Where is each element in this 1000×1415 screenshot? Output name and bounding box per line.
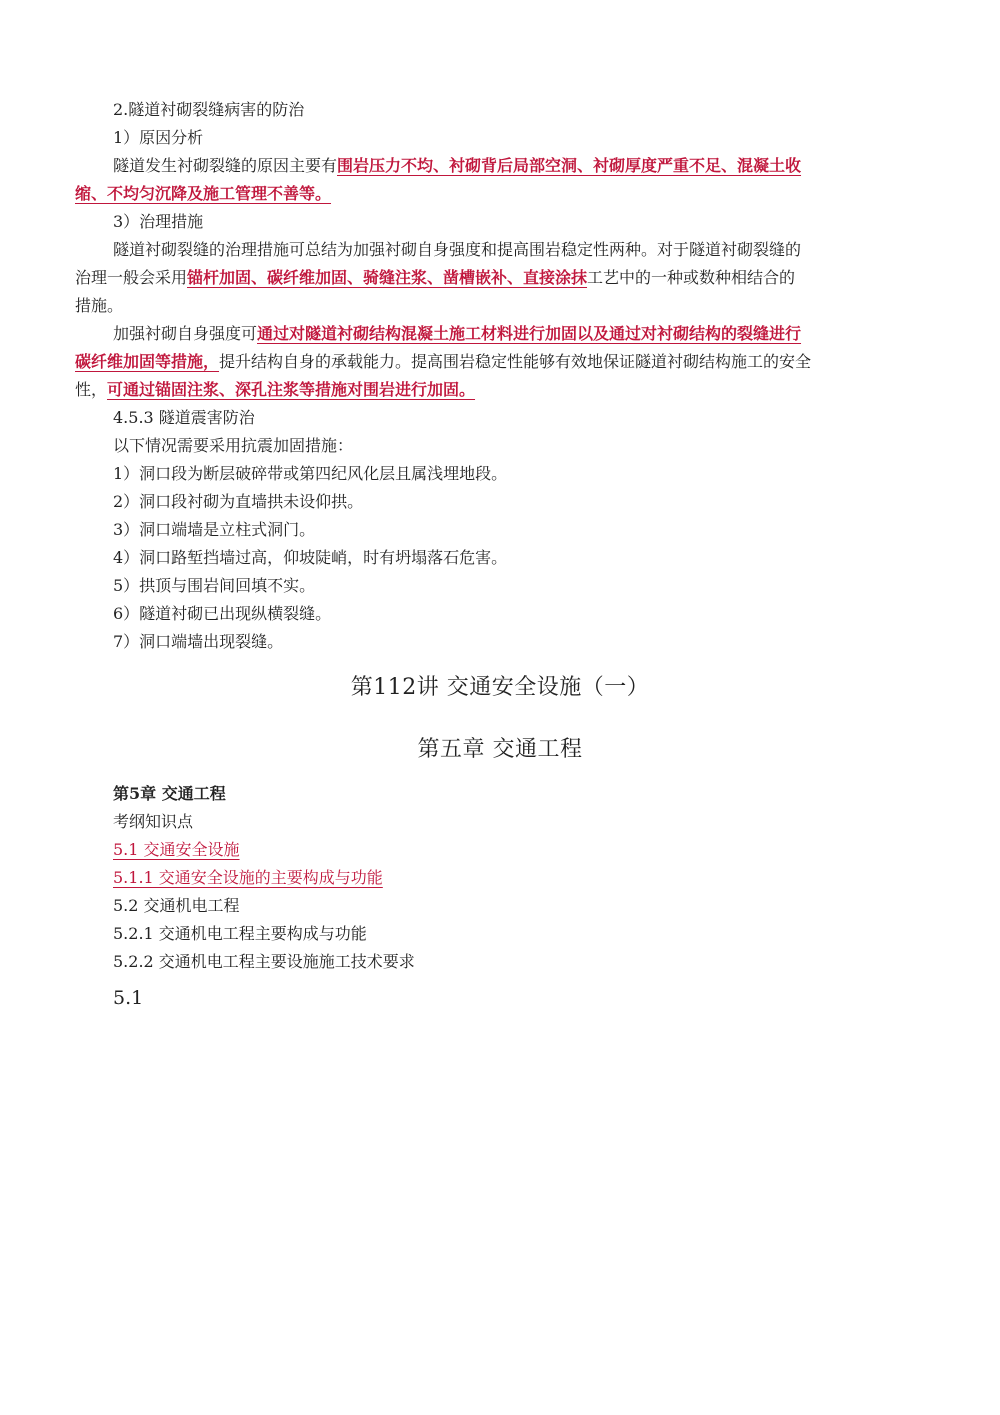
outline-chapter: 第5章 交通工程: [113, 784, 226, 803]
section-number-tail: 5.1: [113, 987, 144, 1009]
subheading-cause-analysis: 1）原因分析: [113, 128, 204, 147]
highlight-causes: 围岩压力不均、衬砌背后局部空洞、衬砌厚度严重不足、混凝土收: [337, 156, 802, 175]
seismic-intro: 以下情况需要采用抗震加固措施：: [113, 436, 354, 455]
text: 工艺中的一种或数种相结合的: [587, 268, 796, 287]
highlight-rock-reinforcement: 可通过锚固注浆、深孔注浆等措施对围岩进行加固。: [107, 380, 476, 399]
paragraph-strength-line2: [75, 348, 811, 376]
highlight-strength: 通过对隧道衬砌结构混凝土施工材料进行加固以及通过对衬砌结构的裂缝进行: [257, 324, 802, 343]
list-item: 4）洞口路堑挡墙过高，仰坡陡峭，时有坍塌落石危害。: [113, 548, 508, 567]
paragraph-treatment-line1: 隧道衬砌裂缝的治理措施可总结为加强衬砌自身强度和提高围岩稳定性两种。对于隧道衬砌裂缝的: [113, 240, 802, 259]
text: 隧道发生衬砌裂缝的原因主要有: [113, 156, 338, 175]
paragraph-strength-line1: [113, 320, 801, 348]
list-item: 5）拱顶与围岩间回填不实。: [113, 576, 316, 595]
section-heading-seismic: 4.5.3 隧道震害防治: [113, 408, 255, 427]
list-item: 7）洞口端墙出现裂缝。: [113, 632, 284, 651]
paragraph-causes-line1: [113, 152, 801, 180]
paragraph-causes-line2: [75, 180, 331, 208]
highlight-methods: 锚杆加固、碳纤维加固、骑缝注浆、凿槽嵌补、直接涂抹: [187, 268, 588, 287]
outline-item-wrap: [113, 864, 383, 892]
highlight-causes-cont: 缩、不均匀沉降及施工管理不善等。: [75, 184, 332, 203]
lecture-title: 第112讲 交通安全设施（一）: [350, 675, 650, 700]
highlight-strength-cont: 碳纤维加固等措施，: [75, 352, 220, 371]
section-heading-lining-cracks: 2.隧道衬砌裂缝病害的防治: [113, 100, 305, 119]
chapter-title: 第五章 交通工程: [417, 737, 583, 762]
paragraph-treatment-line2: [75, 264, 795, 292]
subheading-treatment: 3）治理措施: [113, 212, 204, 231]
paragraph-treatment-line3: 措施。: [75, 296, 124, 315]
text: 加强衬砌自身强度可: [113, 324, 258, 343]
list-item: 6）隧道衬砌已出现纵横裂缝。: [113, 604, 332, 623]
text: 提升结构自身的承载能力。提高围岩稳定性能够有效地保证隧道衬砌结构施工的安全: [219, 352, 812, 371]
paragraph-strength-line3: [75, 376, 475, 404]
outline-item-wrap: [113, 836, 240, 864]
list-item: 2）洞口段衬砌为直墙拱未设仰拱。: [113, 492, 364, 511]
outline-item: 5.2.2 交通机电工程主要设施施工技术要求: [113, 952, 415, 971]
text: 性，: [75, 380, 108, 399]
list-item: 1）洞口段为断层破碎带或第四纪风化层且属浅埋地段。: [113, 464, 508, 483]
list-item: 3）洞口端墙是立柱式洞门。: [113, 520, 316, 539]
outline-item: 5.2 交通机电工程: [113, 896, 240, 915]
outline-item-highlighted: 5.1 交通安全设施: [113, 840, 240, 859]
outline-item: 5.2.1 交通机电工程主要构成与功能: [113, 924, 367, 943]
outline-item-highlighted: 5.1.1 交通安全设施的主要构成与功能: [113, 868, 383, 887]
text: 治理一般会采用: [75, 268, 188, 287]
outline-label: 考纲知识点: [113, 812, 194, 831]
